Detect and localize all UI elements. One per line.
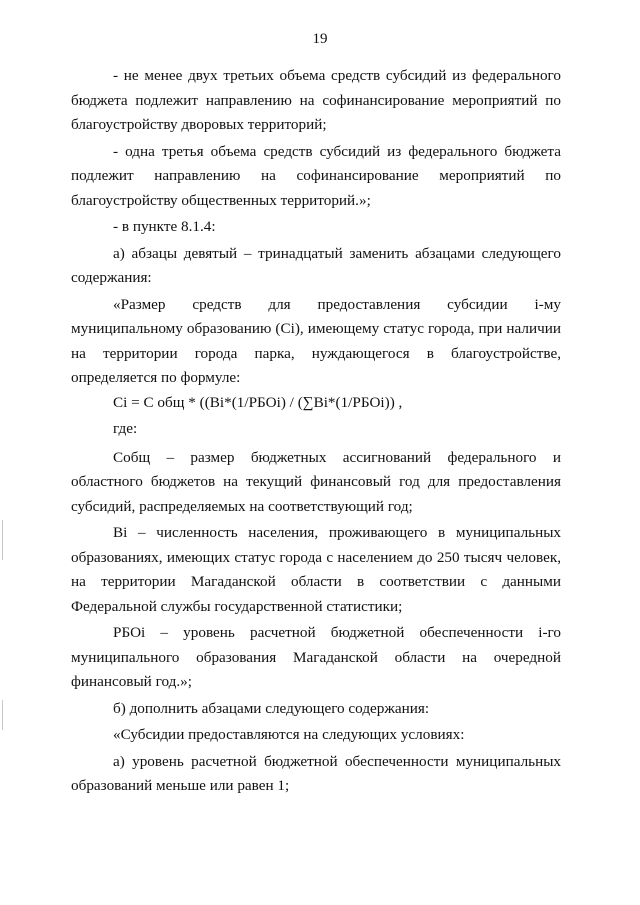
paragraph-federal-one-third: - одна третья объема средств субсидий из федерального бюджета подлежит направлению на софинансирование мероприятий по благоустройству общественных территорий.»; <box>71 142 561 209</box>
paragraph-definition-sobsch: Собщ – размер бюджетных ассигнований федерального и областного бюджетов на текущий финансовый год для предоставления субсидий, распределяемых на соответствующий год; <box>71 448 561 515</box>
document-body <box>71 64 561 799</box>
paragraph-conditions-intro: «Субсидии предоставляются на следующих условиях: <box>113 726 465 743</box>
paragraph-item-b-add: б) дополнить абзацами следующего содержания: <box>113 699 430 717</box>
page-number: 19 <box>312 31 328 47</box>
scan-edge-mark <box>2 700 3 730</box>
paragraph-item-a-replace: а) абзацы девятый – тринадцатый заменить абзацами следующего содержания: <box>71 244 561 286</box>
formula: Ci = С общ * ((Bi*(1/РБОi) / (∑Bi*(1/РБОi)) , <box>113 393 403 411</box>
paragraph-definition-rboi: РБОi – уровень расчетной бюджетной обеспеченности i-го муниципального образования Магаданской области на очередной финансовый год.»; <box>71 624 561 690</box>
paragraph-where: где: <box>113 420 138 437</box>
paragraph-federal-two-thirds: - не менее двух третьих объема средств субсидий из федерального бюджета подлежит направлению на софинансирование мероприятий по благоустройству дворовых территорий; <box>71 67 561 133</box>
paragraph-point-8-1-4: - в пункте 8.1.4: <box>113 218 216 235</box>
scan-edge-mark <box>2 520 3 560</box>
paragraph-definition-bi: Bi – численность населения, проживающего в муниципальных образованиях, имеющих статус города с населением до 250 тысяч человек, на территории Магаданской области в соответствии с данными Федеральной службы государственной статистики; <box>71 524 561 615</box>
paragraph-condition-a: а) уровень расчетной бюджетной обеспеченности муниципальных образований меньше или равен 1; <box>71 752 561 794</box>
paragraph-subsidy-size: «Размер средств для предоставления субсидии i-му муниципальному образованию (Ci), имеющему статус города, при наличии на территории города парка, нуждающегося в благоустройстве, определяется по формуле: <box>71 295 561 386</box>
